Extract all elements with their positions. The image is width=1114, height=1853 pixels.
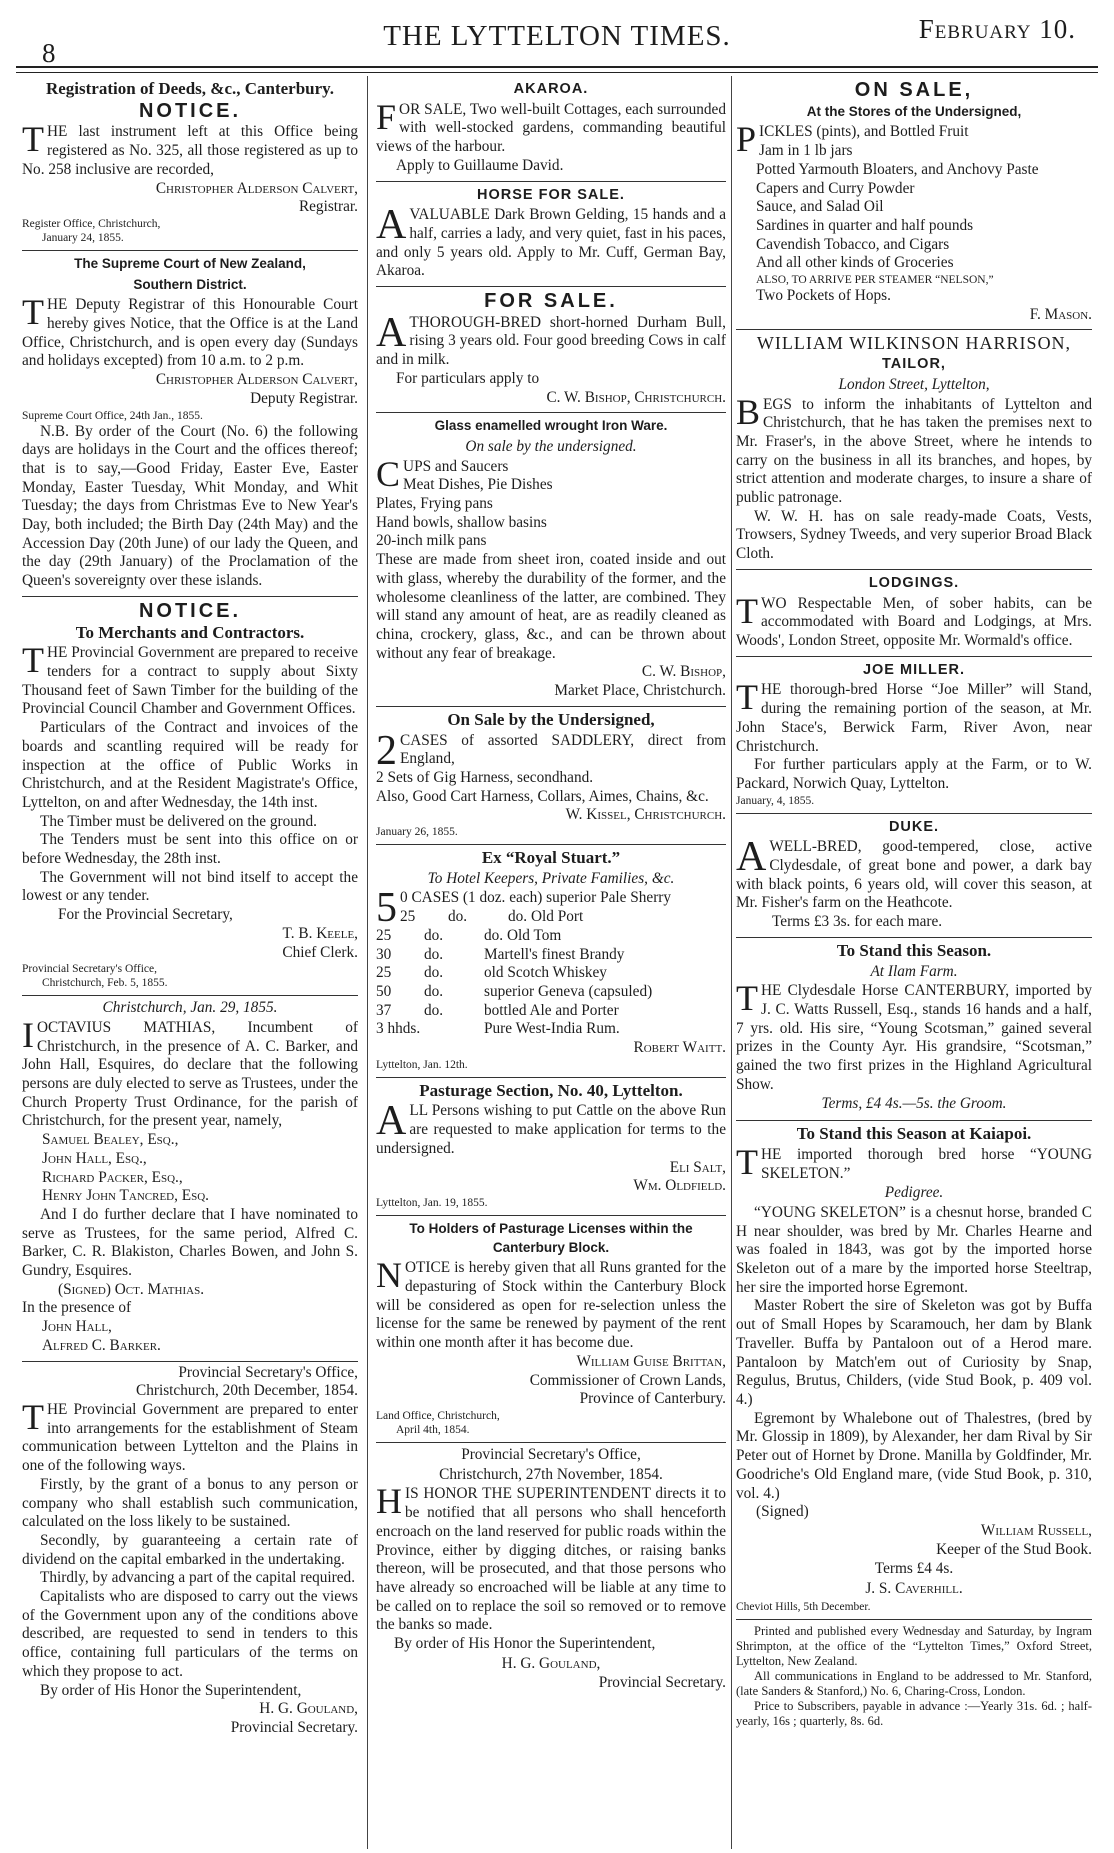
ad-role: Keeper of the Stud Book.: [936, 1540, 1092, 1558]
ad-paragraph: W. W. H. has on sale ready-made Coats, Vests, Trowsers, Sydney Tweeds, and very superior Broad Black Cloth.: [736, 507, 1092, 563]
ad-church-trustees: [22, 996, 358, 1361]
ad-body: THE Clydesdale Horse CANTERBURY, imported by J. C. Watts Russell, Esq., stands 16 hands and a half, 7 yrs. old. His sire, “Young Scotsman,” gained several prizes in the County Ayr. His grandsire, “Scotsman,” gained the two first prizes in the Highland Agricultural Show.: [736, 978, 1092, 1093]
ad-date: April 4th, 1854.: [396, 1424, 470, 1436]
ad-title: DUKE.: [888, 818, 940, 835]
ad-date: January, 4, 1855.: [736, 794, 815, 807]
table-row: 30 do. Martell's finest Brandy: [376, 945, 625, 963]
ad-subtitle: Southern District.: [133, 276, 247, 292]
ad-title: Registration of Deeds, &c., Canterbury.: [45, 79, 334, 98]
ad-office: Provincial Secretary's Office,: [461, 1446, 641, 1463]
ad-place: Register Office, Christchurch,: [22, 217, 161, 230]
ad-subtitle: On sale by the undersigned.: [465, 437, 637, 455]
ad-title: Glass enamelled wrought Iron Ware.: [434, 418, 668, 434]
ad-body: NOTICE is hereby given that all Runs granted for the depasturing of Stock within the Canterbury Block will be considered as open for re-selection unless the license for the same be renewed by payment of the rent within one month after it has become due.: [376, 1255, 726, 1352]
imprint-paragraph: All communications in England to be addressed to Mr. Stanford, (late Sanders & Stanford,) No. 6, Charing-Cross, London.: [736, 1668, 1092, 1698]
list-item: 20-inch milk pans: [376, 532, 487, 550]
ad-date: Lyttelton, Jan. 12th.: [376, 1058, 468, 1071]
ad-date: Christchurch, Feb. 5, 1855.: [42, 977, 168, 990]
ad-title: The Supreme Court of New Zealand,: [74, 255, 306, 271]
ad-body: THE Deputy Registrar of this Honourable Court hereby gives Notice, that the Office is at the Land Office, Christchurch, and is open every day (Sundays and holidays excepted) from 10 a.m. to 2 p.m.: [22, 292, 358, 370]
ad-duke: [736, 814, 1092, 938]
ad-signer: Robert Waitt.: [633, 1039, 726, 1057]
ad-title: ON SALE,: [854, 79, 974, 101]
trustee-name: Samuel Bealey, Esq.,: [42, 1131, 179, 1149]
witness-name: Alfred C. Barker.: [42, 1336, 161, 1354]
masthead-rule: [16, 66, 1098, 68]
witness-name: John Hall,: [42, 1318, 112, 1336]
ad-address: London Street, Lyttelton,: [838, 375, 990, 393]
ad-signer: F. Mason.: [1029, 305, 1092, 323]
ad-role: Provincial Secretary.: [230, 1718, 358, 1736]
ad-saddlery: [376, 707, 726, 845]
newspaper-title: THE LYTTELTON TIMES.: [383, 20, 731, 52]
ad-body: BEGS to inform the inhabitants of Lyttelton and Christchurch, that he has taken the premises next to Mr. Fraser's, in the above Street, where he intends to carry on the business in all its branches, and hopes, by strict attention and moderate charges, to insure a share of public patronage.: [736, 391, 1092, 507]
ad-lodgings: [736, 570, 1092, 657]
ad-body: THE thorough-bred Horse “Joe Miller” will Stand, during the remaining portion of the season, at Mr. John Stace's, Berwick Farm, River Avon, near Christchurch.: [736, 677, 1092, 755]
trustee-name: Richard Packer, Esq.,: [42, 1168, 183, 1186]
ad-iron-ware: [376, 413, 726, 707]
table-row: 25 do. do. Old Tom: [376, 926, 562, 944]
ad-date: January 24, 1855.: [42, 231, 124, 244]
ad-date: Cheviot Hills, 5th December.: [736, 1600, 871, 1613]
ad-paragraph: Thirdly, by advancing a part of the capital required.: [40, 1569, 356, 1587]
column-divider: [731, 76, 732, 1849]
list-item: CUPS and Saucers: [376, 453, 509, 494]
ad-paragraph: Particulars of the Contract and invoices of the boards and scantling required will be ready for inspection at the office of Public Works in Christchurch, and at the Resident Magistrate's Office, Lyttelton, on and after Wednesday, the 14th inst.: [22, 719, 358, 811]
ad-role: Provincial Secretary.: [598, 1674, 726, 1692]
ad-horse-for-sale: [376, 182, 726, 288]
table-row: 25 do. old Scotch Whiskey: [376, 964, 607, 982]
ad-paragraph: Secondly, by guaranteeing a certain rate of dividend on the capital embarked in the undertaking.: [22, 1531, 358, 1568]
ad-signer: J. S. Caverhill.: [865, 1580, 963, 1598]
table-row: 25 do. do. Old Port: [400, 908, 584, 926]
ad-date: January 26, 1855.: [376, 826, 458, 839]
ad-joe-miller: [736, 657, 1092, 814]
ad-title: JOE MILLER.: [862, 661, 966, 678]
imprint-paragraph: Price to Subscribers, payable in advance :—Yearly 31s. 6d. ; half-yearly, 16s ; quarterly, 8s. 6d.: [736, 1698, 1092, 1728]
ad-signed: (Signed) Oct. Mathias.: [58, 1280, 205, 1298]
ad-paragraph: By order of His Honor the Superintendent,: [394, 1635, 656, 1653]
ad-dateline: Christchurch, 20th December, 1854.: [136, 1382, 358, 1400]
page-number: 8: [42, 38, 56, 68]
ad-role: Commissioner of Crown Lands,: [529, 1371, 726, 1389]
ad-paragraph: The Tenders must be sent into this office on or before Wednesday, the 28th inst.: [22, 831, 358, 868]
ad-place: Provincial Secretary's Office,: [22, 963, 158, 976]
ad-body: AWELL-BRED, good-tempered, close, active Clydesdale, of great bone and power, a dark bay with black points, 6 years old, will cover this season, at Mr. Fisher's farm on the Heathcote.: [736, 834, 1092, 912]
ad-paragraph: “YOUNG SKELETON” is a chesnut horse, branded C H near shoulder, was bred by Mr. Charles Hearne and was foaled in 1843, was got by the imported horse Skeleton out of a mare by the imported horse Steeltrap, her sire the imported horse Egremont.: [736, 1203, 1092, 1296]
ad-title: To Merchants and Contractors.: [75, 622, 305, 642]
ad-signer: W. Kissel, Christchurch.: [565, 806, 726, 824]
list-item: Sauce, and Salad Oil: [756, 198, 884, 216]
ad-canterbury-horse: [736, 938, 1092, 1121]
ad-paragraph: Egremont by Whalebone out of Thalestres, (bred by Mr. Glossip in 1809), by Alexander, her dam Rival by Sir Peter out of Hornet by Drone. Manilla by Goldfinder, Mr. Goodriche's Old England mare, (vide Stud Book, p. 310, vol. 4.): [736, 1409, 1092, 1502]
ad-terms: Terms £3 3s. for each mare.: [772, 913, 943, 931]
ad-apply: For particulars apply to: [396, 369, 540, 387]
trustee-name: John Hall, Esq.,: [42, 1149, 147, 1167]
ad-notice-heading: NOTICE.: [138, 599, 242, 622]
list-item: Meat Dishes, Pie Dishes: [403, 476, 553, 494]
ad-on-sale-groceries: [736, 76, 1092, 330]
ad-place: Land Office, Christchurch,: [376, 1410, 500, 1422]
issue-date: February 10.: [918, 14, 1076, 44]
ad-supreme-court: [22, 251, 358, 597]
ad-body: HIS HONOR THE SUPERINTENDENT directs it to be notified that all persons who shall henceforth encroach on the land reserved for public roads within the Province, either by digging ditches, or raising banks thereon, will be prosecuted, and that those persons who have already so encroached will be liable at any time to be called on to replace the soil so removed or to remove the banks so made.: [376, 1481, 726, 1634]
ad-signer: C. W. Bishop,: [641, 663, 726, 681]
ad-young-skeleton: [736, 1121, 1092, 1620]
list-item: Jam in 1 lb jars: [759, 142, 853, 160]
ad-body: These are made from sheet iron, coated inside and out with glass, whereby the durability of the former, and the wholesome cleanliness of the latter, are combined. They will stand any amount of heat, are as readily cleaned as china, crockery, glass, &c., and can be thrown about without any fear of breakage.: [376, 551, 726, 662]
ad-registration-deeds: [22, 76, 358, 251]
ad-signer: William Guise Brittan,: [576, 1352, 726, 1370]
ad-notice-heading: NOTICE.: [138, 99, 242, 122]
ad-signer: C. W. Bishop, Christchurch.: [546, 388, 726, 406]
ad-role: Chief Clerk.: [282, 943, 358, 961]
ad-place: Supreme Court Office, 24th Jan., 1855.: [22, 409, 203, 422]
ad-title: WILLIAM WILKINSON HARRISON,: [756, 333, 1072, 354]
ad-dateline: Christchurch, 27th November, 1854.: [439, 1465, 663, 1483]
ad-role: Province of Canterbury.: [579, 1390, 726, 1408]
ad-body: THE Provincial Government are prepared to enter into arrangements for the establishment of Steam communication between Lyttelton and the Plains in one of the following ways.: [22, 1397, 358, 1475]
ad-date: Lyttelton, Jan. 19, 1855.: [376, 1196, 488, 1209]
ad-body: THE imported thorough bred horse “YOUNG SKELETON.”: [736, 1141, 1092, 1182]
ad-title: AKAROA.: [513, 81, 589, 97]
ad-paragraph: And I do further declare that I have nominated to serve as Trustees, for the same period, Alfred C. Barker, C. R. Blakiston, Charles Bowen, and John S. Gundry, Esquires.: [22, 1205, 358, 1280]
ad-title: To Stand this Season at Kaiapoi.: [796, 1124, 1032, 1144]
ad-royal-stuart: [376, 845, 726, 1078]
ad-role: Deputy Registrar.: [250, 389, 358, 407]
ad-paragraph: For further particulars apply at the Farm, or to W. Packard, Norwich Quay, Lyttelton.: [736, 756, 1092, 792]
ad-body: 2CASES of assorted SADDLERY, direct from England,: [376, 727, 726, 774]
ad-title: HORSE FOR SALE.: [477, 186, 625, 203]
ad-tailor: [736, 330, 1092, 569]
table-row: 50 do. superior Geneva (capsuled): [376, 982, 653, 1000]
ad-signer: William Russell,: [980, 1521, 1092, 1539]
ad-subtitle: TAILOR,: [882, 356, 946, 373]
ad-steam-communication: [22, 1362, 358, 1743]
ad-signer: T. B. Keele,: [282, 924, 358, 942]
column-1: [22, 76, 358, 1849]
ad-title: FOR SALE.: [484, 290, 618, 313]
ad-signer: Wm. Oldfield.: [633, 1177, 726, 1195]
ad-paragraph: For the Provincial Secretary,: [58, 906, 233, 924]
ad-signed: (Signed): [756, 1503, 809, 1521]
ad-subtitle: At Ilam Farm.: [870, 962, 958, 980]
list-item: Potted Yarmouth Bloaters, and Anchovy Paste: [756, 160, 1039, 178]
ad-signer: Christopher Alderson Calvert,: [155, 371, 358, 389]
table-row: 37 do. bottled Ale and Porter: [376, 1001, 619, 1019]
list-item: Cavendish Tobacco, and Cigars: [756, 235, 950, 253]
ad-subtitle: Pedigree.: [884, 1184, 944, 1202]
list-item: Hand bowls, shallow basins: [376, 513, 547, 531]
column-divider: [367, 76, 368, 1849]
trustee-name: Henry John Tancred, Esq.: [42, 1187, 209, 1205]
ad-title: LODGINGS.: [868, 574, 960, 591]
ad-body: AVALUABLE Dark Brown Gelding, 15 hands and a half, carries a lady, and very quiet, fast in his paces, and only 5 years old. Apply to Mr. Cuff, German Bay, Akaroa.: [376, 202, 726, 280]
ad-body: THE last instrument left at this Office being registered as No. 325, all those registered as up to No. 258 inclusive are recorded,: [22, 119, 358, 178]
ad-akaroa-cottages: [376, 76, 726, 182]
table-row: 3 hhds. Pure West-India Rum.: [376, 1020, 620, 1038]
ad-signer: H. G. Gouland,: [501, 1654, 601, 1672]
ad-pasturage-licenses: [376, 1216, 726, 1443]
ad-title: To Stand this Season.: [836, 940, 992, 960]
ad-durham-bull: [376, 287, 726, 413]
imprint: [736, 1620, 1092, 1729]
ad-pasturage-section: [376, 1078, 726, 1216]
masthead: [0, 0, 1114, 70]
ad-title: To Holders of Pasturage Licenses within the Canterbury Block.: [409, 1220, 693, 1255]
ad-signer: H. G. Gouland,: [259, 1700, 358, 1718]
list-item: Two Pockets of Hops.: [756, 287, 891, 305]
ad-line: Also, Good Cart Harness, Collars, Aimes, Chains, &c.: [376, 787, 709, 805]
ad-place: Market Place, Christchurch.: [554, 682, 726, 700]
ad-note: N.B. By order of the Court (No. 6) the following days are holidays in the Court and the offices thereof; that is to say,—Good Friday, Easter Eve, Easter Monday, Easter Tuesday, Whit Monday, and Whit Tuesday; the days from Christmas Eve to New Year's Day, both included; the Birth Day (24th May) and the Accession Day (20th June) of our lady the Queen, and the day (29th January) of the Proclamation of the Queen's sovereignty over these islands.: [22, 422, 358, 590]
list-item: And all other kinds of Groceries: [756, 254, 954, 272]
list-item: Plates, Frying pans: [376, 495, 493, 513]
ad-public-roads: [376, 1443, 726, 1698]
ad-role: Registrar.: [298, 198, 358, 216]
ad-body: 50 CASES (1 doz. each) superior Pale Sherry: [376, 885, 672, 932]
list-item: Capers and Curry Powder: [756, 179, 915, 197]
ad-line: 2 Sets of Gig Harness, secondhand.: [376, 768, 594, 786]
ad-paragraph: Master Robert the sire of Skeleton was got by Buffa out of Small Hopes by Scaramouch, her dam by Blank Traveller. Buffa by Pantaloon out of a Herod mare. Pantaloon by Match'em out of Curiosity by Snap, Regulus, Brutus, Childers, (vide Stud Book, p. 409 vol. 4.): [736, 1297, 1092, 1408]
ad-office: Provincial Secretary's Office,: [178, 1363, 358, 1381]
list-item: Sardines in quarter and half pounds: [756, 216, 974, 234]
ad-body: ATHOROUGH-BRED short-horned Durham Bull, rising 3 years old. Four good breeding Cows in calf and in milk.: [376, 309, 726, 369]
ad-terms: Terms £4 4s.: [874, 1560, 954, 1578]
ad-body: IOCTAVIUS MATHIAS, Incumbent of Christchurch, in the presence of A. C. Barker, and John Hall, Esquires, do declare that the following persons are duly elected to serve as Trustees, under the Church Property Trust Ordinance, for the parish of Christchurch, for the present year, namely,: [22, 1014, 358, 1130]
ad-arrival: ALSO, TO ARRIVE PER STEAMER “NELSON,”: [756, 274, 994, 287]
ad-subtitle: To Hotel Keepers, Private Families, &c.: [427, 869, 675, 887]
column-3: [736, 76, 1092, 1849]
ad-paragraph: The Timber must be delivered on the ground.: [40, 812, 318, 830]
ad-signer: Christopher Alderson Calvert,: [155, 179, 358, 197]
ad-body: FOR SALE, Two well-built Cottages, each surrounded with well-stocked gardens, commanding beautiful views of the harbour.: [376, 96, 726, 156]
ad-paragraph: The Government will not bind itself to accept the lowest or any tender.: [22, 868, 358, 905]
ad-signer: Eli Salt,: [669, 1158, 726, 1176]
ad-body: TWO Respectable Men, of sober habits, can be accommodated with Board and Lodgings, at Mrs. Woods', London Street, opposite Mr. Wormald's office.: [736, 590, 1092, 649]
list-item: PICKLES (pints), and Bottled Fruit: [736, 119, 969, 160]
ad-title: Ex “Royal Stuart.”: [481, 848, 621, 868]
ad-merchants-contractors: [22, 597, 358, 996]
column-2: [376, 76, 726, 1849]
ad-paragraph: By order of His Honor the Superintendent,: [40, 1681, 302, 1699]
ad-subtitle: At the Stores of the Undersigned,: [806, 103, 1022, 119]
ad-terms: Terms, £4 4s.—5s. the Groom.: [821, 1095, 1007, 1113]
ad-dateline: Christchurch, Jan. 29, 1855.: [102, 999, 278, 1017]
ad-presence: In the presence of: [22, 1299, 132, 1317]
ad-apply: Apply to Guillaume David.: [396, 156, 564, 174]
ad-title: On Sale by the Undersigned,: [447, 709, 655, 729]
ad-body: THE Provincial Government are prepared to receive tenders for a contract to supply about Sixty Thousand feet of Sawn Timber for the building of the Provincial Council Chamber and Government Offices.: [22, 640, 358, 718]
ad-paragraph: Capitalists who are disposed to carry out the views of the Government upon any of the conditions above described, are requested to send in tenders to this office, containing full particulars of the terms on which they propose to act.: [22, 1588, 358, 1680]
ad-title: Pasturage Section, No. 40, Lyttelton.: [419, 1080, 683, 1100]
ad-paragraph: Firstly, by the grant of a bonus to any person or company who shall establish such communication, calculated on the loss likely to be sustained.: [22, 1475, 358, 1531]
ad-body: ALL Persons wishing to put Cattle on the above Run are requested to make application for terms to the undersigned.: [376, 1098, 726, 1157]
masthead-rule-thin: [16, 72, 1098, 73]
imprint-paragraph: Printed and published every Wednesday and Saturday, by Ingram Shrimpton, at the office of the “Lyttelton Times,” Oxford Street, Lyttelton, New Zealand.: [736, 1623, 1092, 1668]
